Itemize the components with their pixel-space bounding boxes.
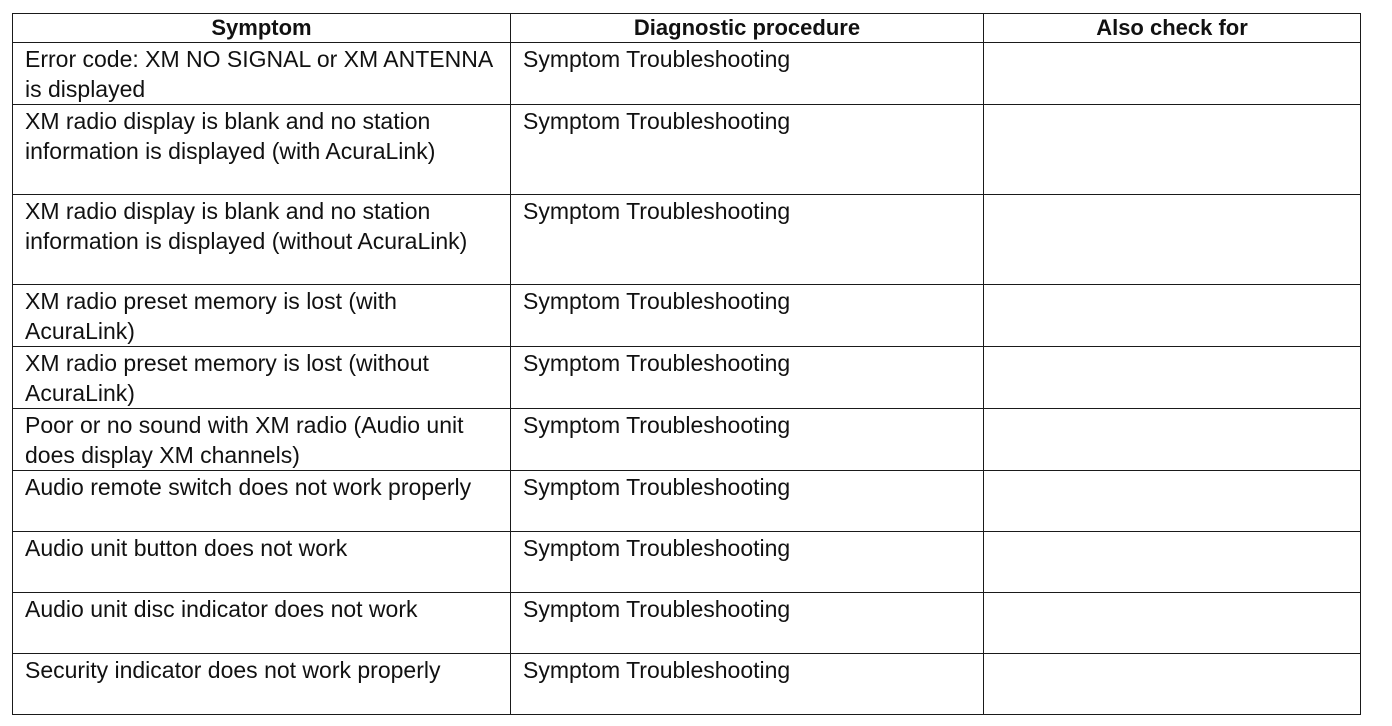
table-row (13, 593, 1361, 654)
procedure-cell: Symptom Troubleshooting (511, 105, 984, 195)
symptom-cell: Error code: XM NO SIGNAL or XM ANTENNA is displayed (13, 43, 511, 105)
also-check-cell (984, 105, 1361, 195)
also-check-cell (984, 347, 1361, 409)
also-check-cell (984, 285, 1361, 347)
symptom-cell: XM radio preset memory is lost (with AcuraLink) (13, 285, 511, 347)
procedure-cell: Symptom Troubleshooting (511, 532, 984, 593)
table-row (13, 285, 1361, 347)
procedure-cell: Symptom Troubleshooting (511, 347, 984, 409)
also-check-cell (984, 654, 1361, 715)
table-row (13, 532, 1361, 593)
header-row (13, 14, 1361, 43)
procedure-cell: Symptom Troubleshooting (511, 195, 984, 285)
table-row (13, 471, 1361, 532)
table-row (13, 43, 1361, 105)
also-check-cell (984, 195, 1361, 285)
symptom-cell: XM radio display is blank and no station information is displayed (with AcuraLink) (13, 105, 511, 195)
procedure-cell: Symptom Troubleshooting (511, 471, 984, 532)
symptom-cell: XM radio preset memory is lost (without AcuraLink) (13, 347, 511, 409)
also-check-cell (984, 471, 1361, 532)
symptom-cell: Security indicator does not work properly (13, 654, 511, 715)
also-check-cell (984, 43, 1361, 105)
also-check-cell (984, 532, 1361, 593)
table-row (13, 347, 1361, 409)
also-check-cell (984, 593, 1361, 654)
procedure-cell: Symptom Troubleshooting (511, 593, 984, 654)
symptom-cell: Audio unit button does not work (13, 532, 511, 593)
symptom-cell: Poor or no sound with XM radio (Audio unit does display XM channels) (13, 409, 511, 471)
symptom-cell: XM radio display is blank and no station information is displayed (without AcuraLink) (13, 195, 511, 285)
header-symptom: Symptom (13, 14, 511, 43)
procedure-cell: Symptom Troubleshooting (511, 409, 984, 471)
header-diagnostic-procedure: Diagnostic procedure (511, 14, 984, 43)
also-check-cell (984, 409, 1361, 471)
table-row (13, 409, 1361, 471)
table-row (13, 654, 1361, 715)
header-also-check-for: Also check for (984, 14, 1361, 43)
symptom-cell: Audio remote switch does not work properly (13, 471, 511, 532)
table-row (13, 195, 1361, 285)
procedure-cell: Symptom Troubleshooting (511, 43, 984, 105)
symptom-troubleshooting-table (12, 13, 1361, 715)
procedure-cell: Symptom Troubleshooting (511, 654, 984, 715)
procedure-cell: Symptom Troubleshooting (511, 285, 984, 347)
symptom-cell: Audio unit disc indicator does not work (13, 593, 511, 654)
table-row (13, 105, 1361, 195)
